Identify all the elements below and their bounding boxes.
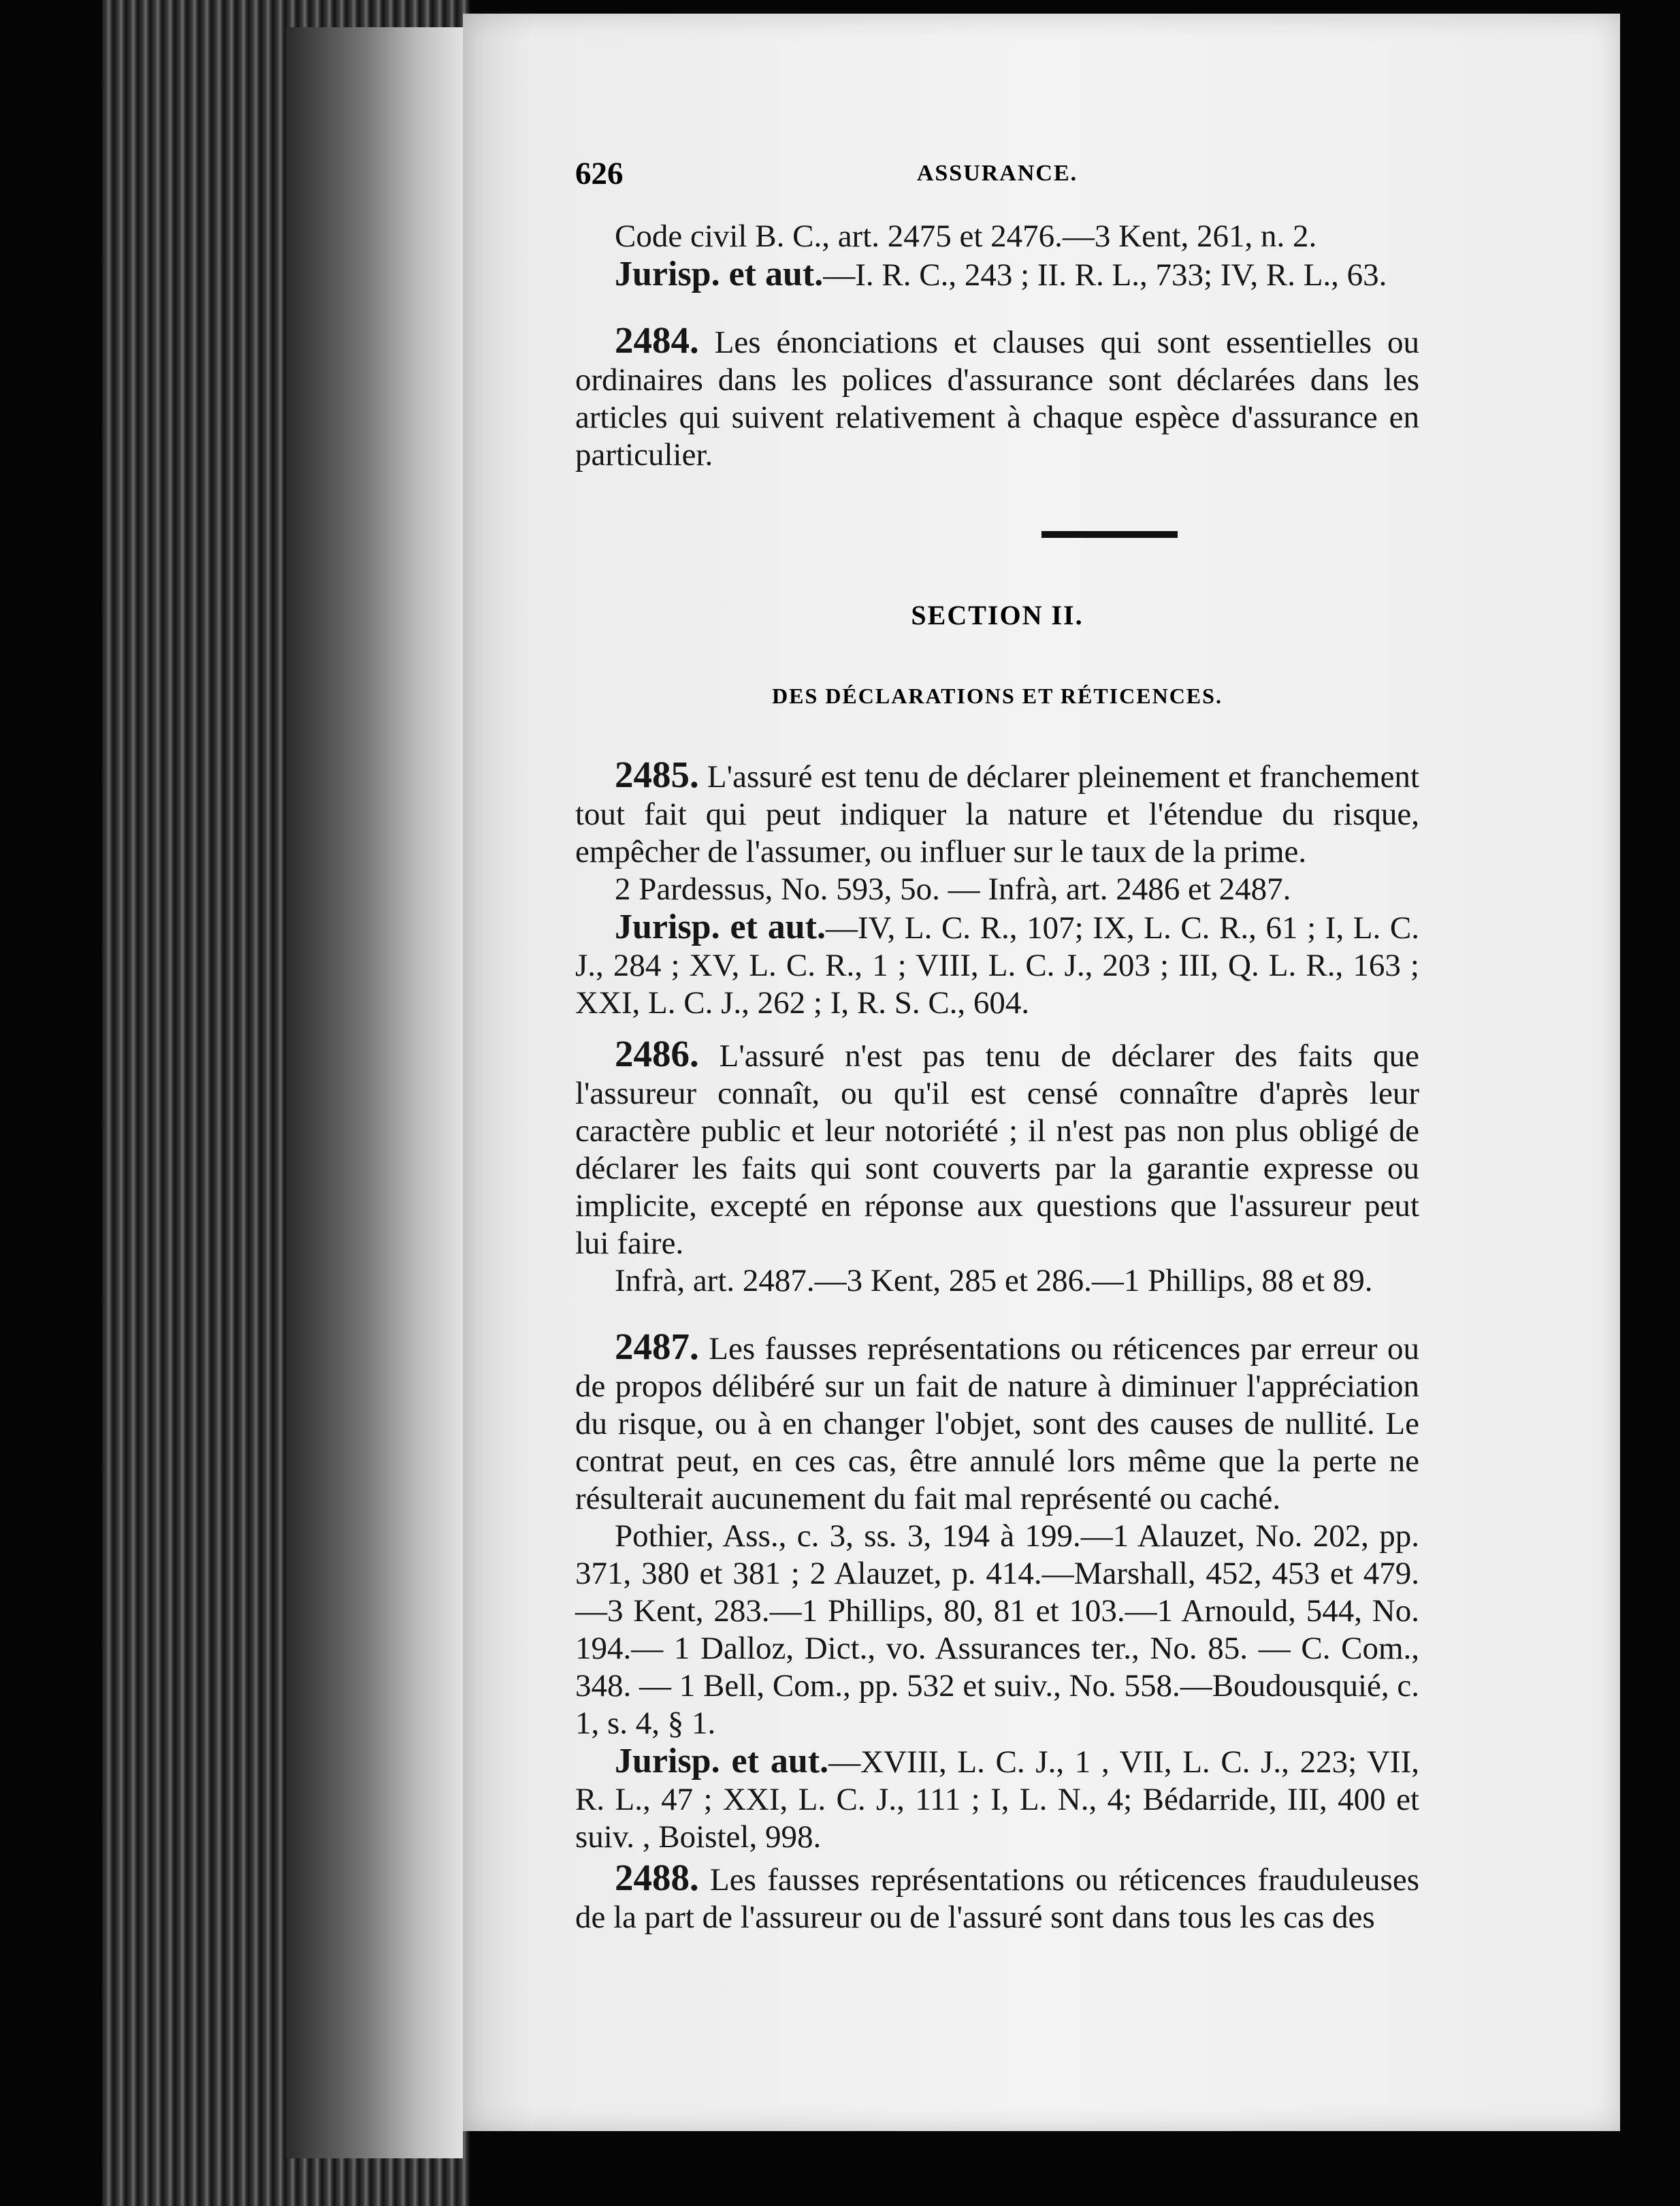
article-text: L'assuré n'est pas tenu de déclarer des faits que l'assureur connaît, ou qu'il est censé connaître d'après leur caractère public et leur notoriété ; il n'est pas non plus obligé de déclarer les faits qui sont couverts par la garantie expresse ou implicite, excepté en réponse aux questions que l'assureur peut lui faire. (575, 1038, 1420, 1261)
book-page (463, 14, 1620, 2131)
article-text: Les énonciations et clauses qui sont essentielles ou ordinaires dans les polices d'assurance sont déclarées dans les articles qui suivent relativement à chaque espèce d'assurance en particulier. (575, 325, 1419, 473)
jurisp-label: Jurisp. et aut. (615, 1742, 829, 1780)
section-title: SECTION II. (911, 600, 1084, 630)
article-reference: Pothier, Ass., c. 3, ss. 3, 194 à 199.—1 Alauzet, No. 202, pp. 371, 380 et 381 ; 2 Alauzet, p. 414.—Marshall, 452, 453 et 479.—3 Kent, 283.—1 Phillips, 80, 81 et 103.—1 Arnould, 544, No. 194.— 1 Dalloz, Dict., vo. Assurances ter., No. 85. — C. Com., 348. — 1 Bell, Com., pp. 532 et suiv., No. 558.—Boudousquié, c. 1, s. 4, § 1. (575, 1518, 1419, 1741)
article-2487 (575, 1328, 1419, 1856)
jurisp-label: Jurisp. et aut. (615, 255, 824, 293)
article-2486 (575, 1035, 1419, 1300)
article-2488 (575, 1859, 1419, 1936)
article-jurisprudence (575, 908, 1419, 1022)
article-2485 (575, 756, 1419, 1022)
running-title: ASSURANCE. (916, 161, 1078, 186)
running-header (575, 155, 1419, 196)
jurisp-refs: —IV, L. C. R., 107; IX, L. C. R., 61 ; I, L. C. J., 284 ; XV, L. C. R., 1 ; VIII, L. C. J., 203 ; III, Q. L. R., 163 ; XXI, L. C. J., 262 ; I, R. S. C., 604. (575, 910, 1419, 1021)
page-number: 626 (575, 156, 624, 191)
article-number: 2485. (615, 754, 699, 795)
jurisp-refs: —I. R. C., 243 ; II. R. L., 733; IV, R. L., 63. (823, 257, 1387, 293)
book-page-edges-light (286, 27, 463, 2158)
article-reference: Infrà, art. 2487.—3 Kent, 285 et 286.—1 Phillips, 88 et 89. (615, 1263, 1373, 1298)
article-text: Les fausses représentations ou réticences par erreur ou de propos délibéré sur un fait de nature à diminuer l'appréciation du risque, ou à en changer l'objet, sont des causes de nullité. Le contrat peut, en ces cas, être annulé lors même que la perte ne résulterait aucunement du fait mal représenté ou caché. (575, 1331, 1419, 1516)
article-number: 2487. (615, 1326, 699, 1367)
article-2484 (575, 321, 1419, 474)
article-jurisprudence (575, 1742, 1419, 1856)
article-number: 2488. (615, 1857, 699, 1898)
jurisp-label: Jurisp. et aut. (615, 908, 826, 946)
article-reference: 2 Pardessus, No. 593, 5o. — Infrà, art. 2486 et 2487. (615, 872, 1291, 907)
article-text: Les fausses représentations ou réticences frauduleuses de la part de l'assureur ou de l'assuré sont dans tous les cas des (575, 1862, 1419, 1935)
jurisp-refs: —XVIII, L. C. J., 1 , VII, L. C. J., 223; VII, R. L., 47 ; XXI, L. C. J., 111 ; I, L. N., 4; Bédarride, III, 400 et suiv. , Boistel, 998. (575, 1744, 1419, 1855)
continuation-jurisprudence (575, 255, 1419, 294)
section-subtitle: DES DÉCLARATIONS ET RÉTICENCES. (772, 684, 1223, 708)
section-divider (1041, 531, 1178, 538)
article-number: 2486. (615, 1033, 699, 1074)
continuation-block (575, 218, 1419, 294)
article-number: 2484. (615, 319, 699, 361)
article-text: L'assuré est tenu de déclarer pleinement et franchement tout fait qui peut indiquer la nature et l'étendue du risque, empêcher de l'assumer, ou influer sur le taux de la prime. (575, 759, 1419, 869)
continuation-line: Code civil B. C., art. 2475 et 2476.—3 Kent, 261, n. 2. (615, 219, 1317, 254)
